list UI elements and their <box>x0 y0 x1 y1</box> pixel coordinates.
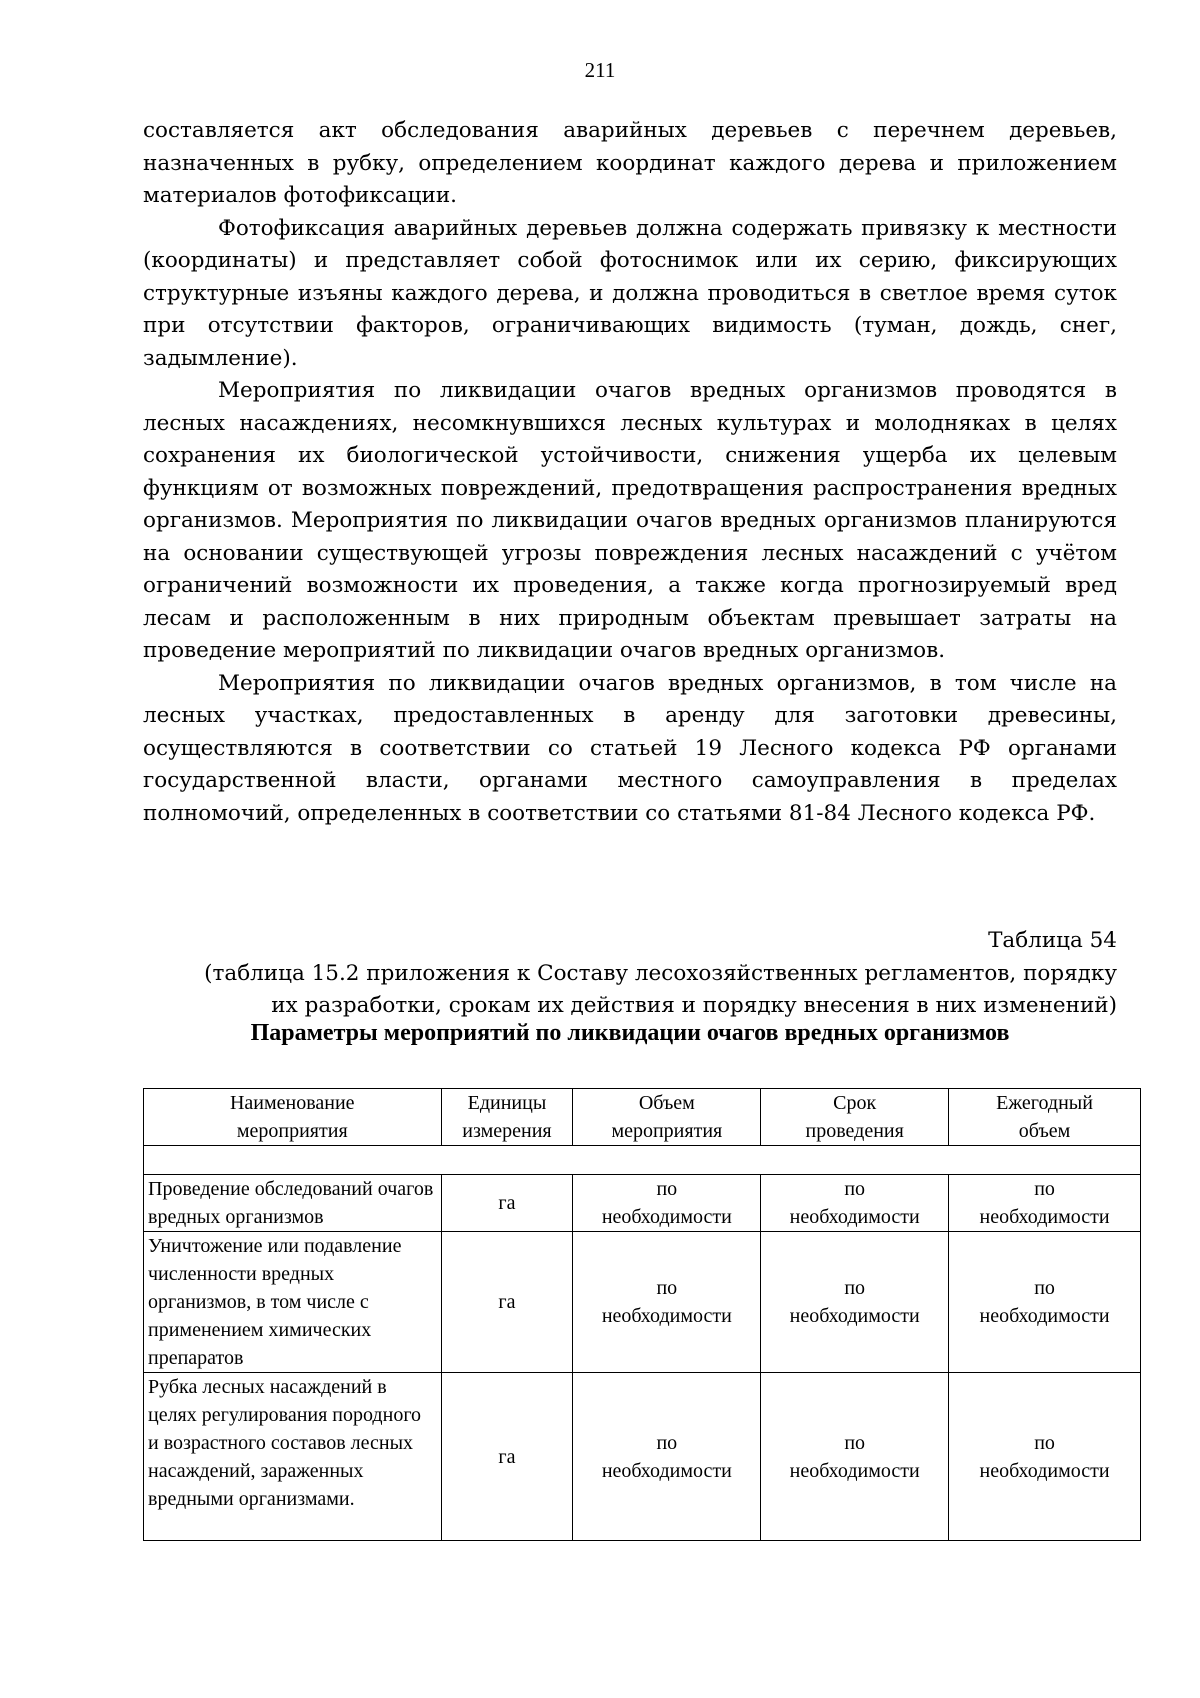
table-title: Параметры мероприятий по ликвидации очагов вредных организмов <box>250 1020 1010 1046</box>
table-reference-line: их разработки, срокам их действия и порядку внесения в них изменений) <box>271 993 1117 1018</box>
table-number: Таблица 54 <box>988 928 1117 953</box>
table-row <box>144 1373 1141 1541</box>
activity-name-cell: Уничтожение или подавление численности вредных организмов, в том числе с применением химических препаратов <box>144 1232 442 1373</box>
table-row <box>144 1175 1141 1232</box>
table-blank-row <box>144 1146 1141 1175</box>
unit-cell: га <box>441 1175 573 1232</box>
unit-cell: га <box>441 1232 573 1373</box>
paragraph: составляется акт обследования аварийных деревьев с перечнем деревьев, назначенных в рубку, определением координат каждого дерева и приложением материалов фотофиксации. <box>143 118 1117 208</box>
column-header: Единицы измерения <box>441 1089 573 1146</box>
paragraph: Фотофиксация аварийных деревьев должна содержать привязку к местности (координаты) и представляет собой фотоснимок или их серию, фиксирующих структурные изъяны каждого дерева, и должна проводиться в светлое время суток при отсутствии факторов, ограничивающих видимость (туман, дождь, снег, задымление). <box>143 215 1117 371</box>
term-cell: по необходимости <box>761 1373 949 1541</box>
paragraph: Мероприятия по ликвидации очагов вредных организмов проводятся в лесных насаждениях, несомкнувшихся лесных культурах и молодняках в целях сохранения их биологической устойчивости, снижения ущерба их целевым функциям от возможных повреждений, предотвращения распространения вредных организмов. Мероприятия по ликвидации очагов вредных организмов планируются на основании существующей угрозы повреждения лесных насаждений с учётом ограничений возможности их проведения, а также когда прогнозируемый вред лесам и расположенным в них природным объектам превышает затраты на проведение мероприятий по ликвидации очагов вредных организмов. <box>143 378 1117 663</box>
column-header: Срок проведения <box>761 1089 949 1146</box>
volume-cell: по необходимости <box>573 1373 761 1541</box>
volume-cell: по необходимости <box>573 1175 761 1232</box>
column-header: Объем мероприятия <box>573 1089 761 1146</box>
body-text <box>143 115 1117 830</box>
term-cell: по необходимости <box>761 1232 949 1373</box>
page-number: 211 <box>584 58 616 82</box>
column-header: Наименование мероприятия <box>144 1089 442 1146</box>
table-caption <box>143 925 1117 1023</box>
table-row <box>144 1232 1141 1373</box>
annual-volume-cell: по необходимости <box>949 1232 1141 1373</box>
unit-cell: га <box>441 1373 573 1541</box>
term-cell: по необходимости <box>761 1175 949 1232</box>
annual-volume-cell: по необходимости <box>949 1373 1141 1541</box>
table-header-row <box>144 1089 1141 1146</box>
table-reference-line: (таблица 15.2 приложения к Составу лесохозяйственных регламентов, порядку <box>204 960 1117 986</box>
volume-cell: по необходимости <box>573 1232 761 1373</box>
annual-volume-cell: по необходимости <box>949 1175 1141 1232</box>
activity-name-cell: Проведение обследований очагов вредных организмов <box>144 1175 442 1232</box>
paragraph: Мероприятия по ликвидации очагов вредных организмов, в том числе на лесных участках, предоставленных в аренду для заготовки древесины, осуществляются в соответствии со статьей 19 Лесного кодекса РФ органами государственной власти, органами местного самоуправления в пределах полномочий, определенных в соответствии со статьями 81-84 Лесного кодекса РФ. <box>143 670 1117 826</box>
parameters-table <box>143 1088 1141 1541</box>
column-header: Ежегодный объем <box>949 1089 1141 1146</box>
activity-name-cell: Рубка лесных насаждений в целях регулирования породного и возрастного составов лесных насаждений, зараженных вредными организмами. <box>144 1373 442 1541</box>
